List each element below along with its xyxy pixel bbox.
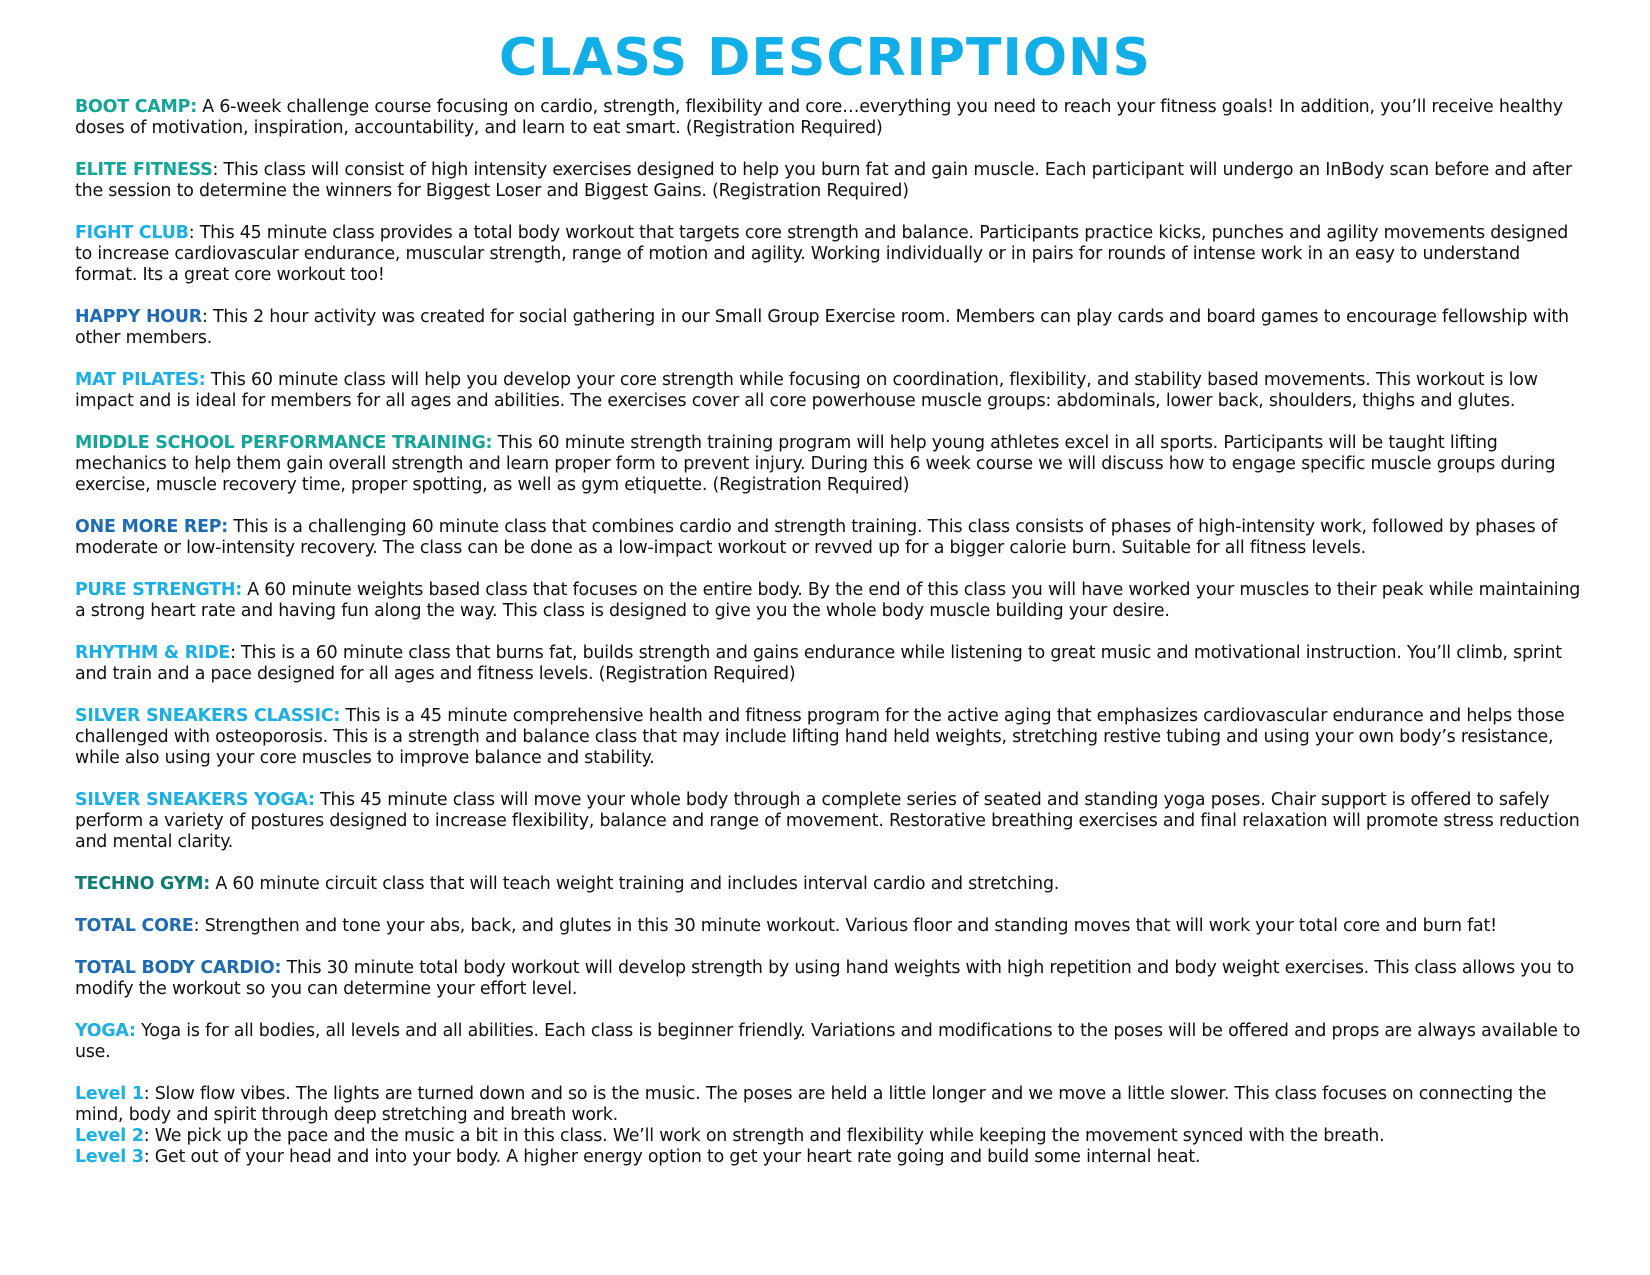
- class-name: BOOT CAMP:: [75, 97, 197, 117]
- class-description: : This is a 60 minute class that burns fat, builds strength and gains endurance while listening to great music and motivational instruction. You’ll climb, sprint and train and a pace designed for all ages and fitness levels. (Registration Required): [75, 643, 1562, 684]
- class-name: PURE STRENGTH:: [75, 580, 242, 600]
- class-description: This is a challenging 60 minute class that combines cardio and strength training. This class consists of phases of high-intensity work, followed by phases of moderate or low-intensity recovery. The class can be done as a low-impact workout or revved up for a bigger calorie burn. Suitable for all fitness levels.: [75, 517, 1558, 558]
- class-name: TOTAL BODY CARDIO:: [75, 958, 282, 978]
- class-entry: [75, 370, 1585, 412]
- class-name: ELITE FITNESS: [75, 160, 213, 180]
- class-entry: [75, 517, 1585, 559]
- class-description: This 60 minute class will help you develop your core strength while focusing on coordination, flexibility, and stability based movements. This workout is low impact and is ideal for members for all ages and abilities. The exercises cover all core powerhouse muscle groups: abdominals, lower back, shoulders, thighs and glutes.: [75, 370, 1538, 411]
- class-name: ONE MORE REP:: [75, 517, 229, 537]
- class-description: A 60 minute circuit class that will teach weight training and includes interval cardio and stretching.: [210, 874, 1060, 894]
- class-description: This 45 minute class will move your whole body through a complete series of seated and standing yoga poses. Chair support is offered to safely perform a variety of postures designed to increase flexibility, balance and range of movement. Restorative breathing exercises and final relaxation will promote stress reduction and mental clarity.: [75, 790, 1580, 852]
- page-title: CLASS DESCRIPTIONS: [498, 28, 1151, 88]
- class-description: This is a 45 minute comprehensive health and fitness program for the active aging that emphasizes cardiovascular endurance and helps those challenged with osteoporosis. This is a strength and balance class that may include lifting hand held weights, stretching restive tubing and using your own body’s resistance, while also using your core muscles to improve balance and stability.: [75, 706, 1565, 768]
- class-entry: [75, 223, 1585, 286]
- class-entry: [75, 706, 1585, 769]
- level-description: : Slow flow vibes. The lights are turned down and so is the music. The poses are held a little longer and we move a little slower. This class focuses on connecting the mind, body and spirit through deep stretching and breath work.: [75, 1084, 1547, 1125]
- yoga-level: [75, 1126, 1585, 1147]
- class-description: A 6-week challenge course focusing on cardio, strength, flexibility and core…everything you need to reach your fitness goals! In addition, you’ll receive healthy doses of motivation, inspiration, accountability, and learn to eat smart. (Registration Required): [75, 97, 1563, 138]
- class-entries: [75, 97, 1585, 1063]
- class-description: This 30 minute total body workout will develop strength by using hand weights with high repetition and body weight exercises. This class allows you to modify the workout so you can determine your effort level.: [75, 958, 1575, 999]
- class-list: [75, 97, 1585, 1168]
- class-name: TECHNO GYM:: [75, 874, 210, 894]
- class-entry: [75, 790, 1585, 853]
- class-description: : Strengthen and tone your abs, back, and glutes in this 30 minute workout. Various floor and standing moves that will work your total core and burn fat!: [193, 916, 1497, 936]
- class-entry: [75, 874, 1585, 895]
- class-description: : This 45 minute class provides a total body workout that targets core strength and balance. Participants practice kicks, punches and agility movements designed to increase cardiovascular endurance, muscular strength, range of motion and agility. Working individually or in pairs for rounds of intense work in an easy to understand format. Its a great core workout too!: [75, 223, 1569, 285]
- class-name: SILVER SNEAKERS CLASSIC:: [75, 706, 341, 726]
- class-entry: [75, 1021, 1585, 1063]
- class-entry: [75, 916, 1585, 937]
- class-entry: [75, 580, 1585, 622]
- class-name: TOTAL CORE: [75, 916, 194, 936]
- class-name: RHYTHM & RIDE: [75, 643, 231, 663]
- class-entry: [75, 160, 1585, 202]
- class-name: MAT PILATES:: [75, 370, 206, 390]
- class-entry: [75, 97, 1585, 139]
- class-entry: [75, 958, 1585, 1000]
- level-name: Level 1: [75, 1084, 144, 1104]
- level-description: : Get out of your head and into your body. A higher energy option to get your heart rate going and build some internal heat.: [143, 1147, 1201, 1167]
- class-entry: [75, 433, 1585, 496]
- class-name: MIDDLE SCHOOL PERFORMANCE TRAINING:: [75, 433, 493, 453]
- yoga-level: [75, 1147, 1585, 1168]
- class-entry: [75, 643, 1585, 685]
- class-name: SILVER SNEAKERS YOGA:: [75, 790, 315, 810]
- class-description: A 60 minute weights based class that focuses on the entire body. By the end of this class you will have worked your muscles to their peak while maintaining a strong heart rate and having fun along the way. This class is designed to give you the whole body muscle building your desire.: [75, 580, 1581, 621]
- class-name: YOGA:: [75, 1021, 136, 1041]
- yoga-level: [75, 1084, 1585, 1126]
- class-name: FIGHT CLUB: [75, 223, 189, 243]
- class-description: : This class will consist of high intensity exercises designed to help you burn fat and gain muscle. Each participant will undergo an InBody scan before and after the session to determine the winners for Biggest Loser and Biggest Gains. (Registration Required): [75, 160, 1572, 201]
- level-name: Level 2: [75, 1126, 144, 1146]
- class-name: HAPPY HOUR: [75, 307, 203, 327]
- class-entry: [75, 307, 1585, 349]
- class-description: This 60 minute strength training program will help young athletes excel in all sports. Participants will be taught lifting mechanics to help them gain overall strength and learn proper form to prevent injury. During this 6 week course we will discuss how to engage specific muscle groups during exercise, muscle recovery time, proper spotting, as well as gym etiquette. (Registration Required): [75, 433, 1556, 495]
- class-description: : This 2 hour activity was created for social gathering in our Small Group Exercise room. Members can play cards and board games to encourage fellowship with other members.: [75, 307, 1569, 348]
- yoga-levels: [75, 1084, 1585, 1168]
- level-description: : We pick up the pace and the music a bit in this class. We’ll work on strength and flexibility while keeping the movement synced with the breath.: [143, 1126, 1385, 1146]
- class-description: Yoga is for all bodies, all levels and all abilities. Each class is beginner friendly. Variations and modifications to the poses will be offered and props are always available to use.: [75, 1021, 1581, 1062]
- level-name: Level 3: [75, 1147, 144, 1167]
